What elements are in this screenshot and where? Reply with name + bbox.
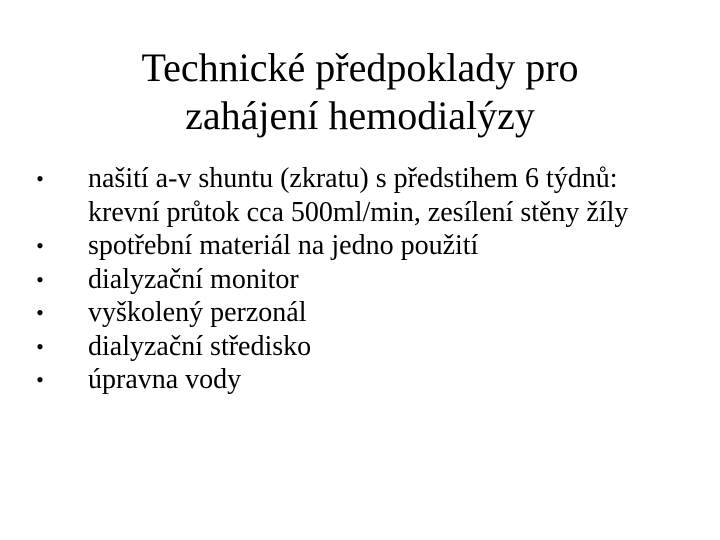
bullet-dot-icon: • [36, 166, 44, 191]
bullet-dot-icon: • [36, 233, 44, 258]
bullet-item [30, 363, 690, 397]
bullet-text: našití a-v shuntu (zkratu) s předstihem 6 týdnů: krevní průtok cca 500ml/min, zesílení stěny žíly [88, 163, 629, 228]
bullet-item [30, 263, 690, 297]
bullet-list [30, 162, 690, 397]
bullet-dot-icon: • [36, 367, 44, 392]
slide-title [60, 44, 660, 140]
bullet-dot-icon: • [36, 333, 44, 359]
slide-title-line-1: Technické předpoklady pro [141, 45, 579, 90]
bullet-text: spotřební materiál na jedno použití [88, 230, 479, 261]
bullet-item [30, 162, 690, 229]
bullet-item [30, 229, 690, 263]
bullet-text: dialyzační středisko [88, 330, 312, 362]
bullet-dot-icon: • [36, 266, 44, 292]
bullet-item [30, 330, 690, 364]
slide-title-line-2: zahájení hemodialýzy [185, 93, 535, 138]
bullet-text: vyškolený perzonál [88, 297, 307, 328]
bullet-dot-icon: • [36, 300, 44, 325]
bullet-text: dialyzační monitor [88, 263, 299, 295]
bullet-text: úpravna vody [88, 364, 242, 395]
bullet-item [30, 296, 690, 330]
